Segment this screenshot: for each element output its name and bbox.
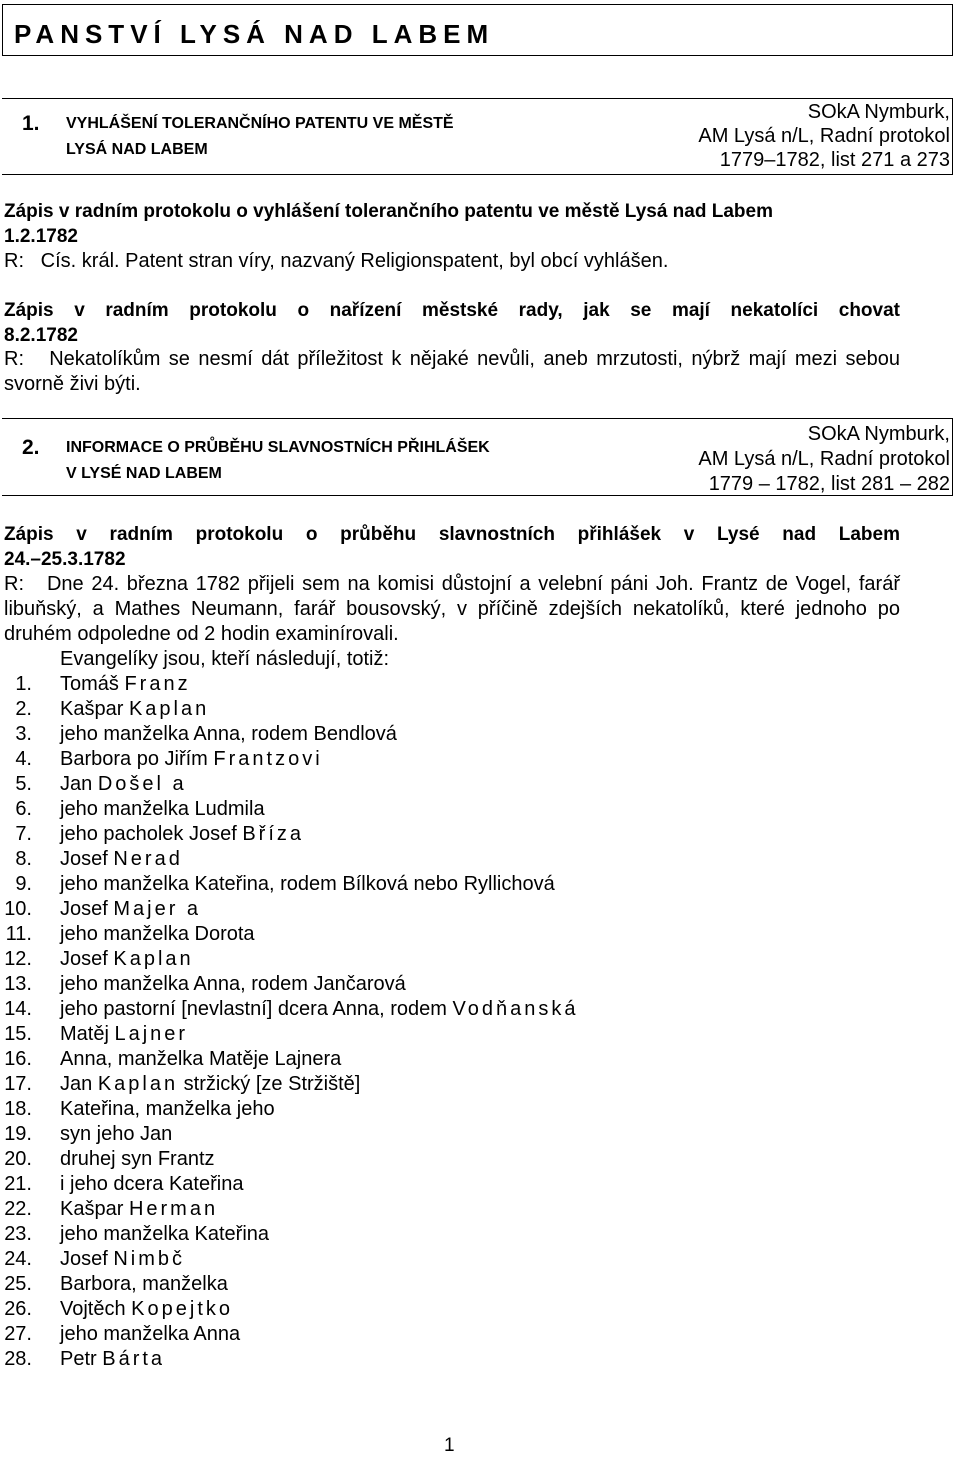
list-item-text [60,822,304,847]
list-item-number: 19. [4,1123,32,1145]
list-item-text [60,972,406,997]
list-item-name-prefix: Tomáš [60,673,125,695]
list-item-surname: Nerad [113,848,183,870]
list-item-text [60,1297,233,1322]
section-1-source-line3: 1779–1782, list 271 a 273 [719,149,950,171]
list-item-surname: Bárta [102,1348,166,1370]
list-item-name-prefix: jeho pacholek Josef [60,823,243,845]
list-item-number: 28. [4,1348,32,1370]
record-2-text: R: Nekatolíkům se nesmí dát příležitost k nějaké nevůli, aneb mrzutosti, nýbrž mají mezi sebou svorně živi býti. [4,348,906,395]
list-item [0,1047,700,1072]
list-item-surname: Kaplan [97,1073,179,1095]
list-item-text [60,1322,240,1347]
list-item [0,1097,700,1122]
list-item [0,822,700,847]
section-1-title-line1: VYHLÁŠENÍ TOLERANČNÍHO PATENTU VE MĚSTĚ [66,115,454,132]
section-2-number: 2. [22,436,40,459]
list-item [0,1222,700,1247]
section-2-title-line2: V LYSÉ NAD LABEM [66,465,222,482]
list-item-number: 23. [4,1223,32,1245]
list-item-surname: Franz [124,673,191,695]
list-item-name-prefix: Petr [60,1348,103,1370]
list-item-name-prefix: Kašpar [60,698,129,720]
list-item-number: 27. [4,1323,32,1345]
list-item [0,1022,700,1047]
list-item-surname: Lajner [114,1023,189,1045]
list-item-surname: Bříza [242,823,305,845]
list-item [0,847,700,872]
record-2-date: 8.2.1782 [4,325,78,346]
list-item-number: 6. [15,798,32,820]
list-item-name-prefix: Kateřina, manželka jeho [60,1098,275,1120]
list-item [0,897,700,922]
title-box [2,4,953,56]
list-item-number: 5. [15,773,32,795]
list-item-surname: Nimbč [113,1248,186,1270]
list-item [0,1347,700,1372]
list-item-text [60,847,183,872]
list-item-name-prefix: jeho manželka Kateřina, rodem Bílková nebo Ryllichová [60,873,555,895]
list-item-number: 17. [4,1073,32,1095]
section-1-source-line1: SOkA Nymburk, [807,101,950,123]
list-item-number: 7. [15,823,32,845]
list-item-name-prefix: druhej syn Frantz [60,1148,215,1170]
list-item-name-prefix: Jan [60,1073,98,1095]
list-item-text [60,772,187,797]
list-item-number: 11. [5,923,32,945]
list-item-number: 10. [4,898,32,920]
list-item-number: 12. [4,948,32,970]
list-item-text [60,1222,269,1247]
record-1-date: 1.2.1782 [4,226,78,247]
list-item-name-prefix: jeho manželka Kateřina [60,1223,270,1245]
list-item [0,697,700,722]
list-item [0,972,700,997]
list-item [0,672,700,697]
page-number: 1 [444,1435,455,1456]
list-item-number: 15. [4,1023,32,1045]
list-item [0,722,700,747]
list-item [0,872,700,897]
list-item-number: 18. [4,1098,32,1120]
list-item-name-prefix: Josef [60,948,114,970]
list-item-number: 16. [4,1048,32,1070]
list-item [0,922,700,947]
list-item-surname: Kaplan [128,698,210,720]
record-3-heading: Zápis v radním protokolu o průběhu slavnostních přihlášek v Lysé nad Labem [4,524,900,545]
list-item-name-prefix: Kašpar [60,1198,129,1220]
list-item-text [60,947,194,972]
section-1-source-line2: AM Lysá n/L, Radní protokol [698,125,950,147]
record-3-date: 24.–25.3.1782 [4,549,126,570]
list-item [0,1172,700,1197]
list-item-number: 25. [4,1273,32,1295]
list-item-number: 21. [4,1173,32,1195]
list-item-text [60,672,191,697]
list-item-surname: Došel a [97,773,187,795]
page-title: PANSTVÍ LYSÁ NAD LABEM [14,19,495,49]
list-item-text [60,797,265,822]
record-3-text: R: Dne 24. března 1782 přijeli sem na komisi důstojní a velební páni Joh. Frantz de Vogel, farář libuňský, a Mathes Neumann, farář bousovský, v příčině zdejších nekatolíků, které jednoho po druhém odpoledne od 2 hodin examinírovali. [4,573,906,645]
list-item-text [60,897,201,922]
record-2-heading: Zápis v radním protokolu o nařízení městské rady, jak se mají nekatolíci chovat [4,300,900,321]
list-item-text [60,1072,360,1097]
list-item-text [60,1022,188,1047]
list-item-surname: Herman [128,1198,219,1220]
list-item-name-prefix: jeho pastorní [nevlastní] dcera Anna, rodem [60,998,453,1020]
record-1-text: R: Cís. král. Patent stran víry, nazvaný Religionspatent, byl obcí vyhlášen. [4,250,669,272]
list-item-name-prefix: jeho manželka Anna [60,1323,241,1345]
list-item-name-prefix: jeho manželka Ludmila [60,798,265,820]
record-3-intro: Evangelíky jsou, kteří následují, totiž: [60,648,390,670]
list-item-number: 3. [15,723,32,745]
list-item-surname: Vodňanská [452,998,579,1020]
list-item-text [60,1147,215,1172]
list-item-name-prefix: Josef [60,898,114,920]
list-item [0,1122,700,1147]
list-item [0,1247,700,1272]
list-item-text [60,922,255,947]
list-item [0,997,700,1022]
list-item-text [60,1122,172,1147]
list-item-text [60,1272,228,1297]
list-item-number: 2. [15,698,32,720]
people-list [0,672,700,1372]
list-item-surname: Kopejtko [131,1298,234,1320]
list-item-name-prefix: Barbora, manželka [60,1273,228,1295]
list-item-number: 24. [4,1248,32,1270]
section-2-title-line1: INFORMACE O PRŮBĚHU SLAVNOSTNÍCH PŘIHLÁŠEK [66,439,490,456]
list-item-text [60,1047,341,1072]
list-item [0,772,700,797]
list-item-number: 14. [4,998,32,1020]
list-item [0,797,700,822]
list-item-name-prefix: Matěj [60,1023,115,1045]
list-item-text [60,997,578,1022]
list-item-name-prefix: jeho manželka Dorota [60,923,255,945]
list-item-name-prefix: Barbora po Jiřím [60,748,214,770]
list-item [0,947,700,972]
section-2-source-line3: 1779 – 1782, list 281 – 282 [708,473,950,495]
list-item-text [60,1197,218,1222]
list-item [0,747,700,772]
list-item-name-prefix: jeho manželka Anna, rodem Jančarová [60,973,406,995]
list-item-number: 4. [15,748,32,770]
list-item [0,1147,700,1172]
list-item-number: 26. [4,1298,32,1320]
list-item-name-prefix: i jeho dcera Kateřina [60,1173,244,1195]
list-item-name-prefix: Josef [60,848,114,870]
list-item [0,1322,700,1347]
list-item-text [60,1247,185,1272]
list-item-text [60,747,323,772]
list-item-text [60,722,397,747]
record-1-heading: Zápis v radním protokolu o vyhlášení tolerančního patentu ve městě Lysá nad Labem [4,201,773,222]
list-item-name-prefix: Josef [60,1248,114,1270]
list-item-number: 9. [15,873,32,895]
list-item-text [60,1347,165,1372]
list-item-text [60,1172,243,1197]
list-item [0,1297,700,1322]
list-item-name-prefix: Jan [60,773,98,795]
section-1-title-line2: LYSÁ NAD LABEM [66,141,208,158]
list-item [0,1072,700,1097]
list-item-name-suffix: stržický [ze Stržiště] [178,1073,361,1095]
list-item-surname: Frantzovi [213,748,323,770]
list-item-name-prefix: syn jeho Jan [60,1123,173,1145]
list-item-surname: Majer a [113,898,202,920]
list-item-number: 1. [15,673,32,695]
section-1-number: 1. [22,112,40,135]
list-item-surname: Kaplan [113,948,194,970]
list-item-name-prefix: jeho manželka Anna, rodem Bendlová [60,723,397,745]
section-2-source-line1: SOkA Nymburk, [807,423,950,445]
list-item-number: 13. [4,973,32,995]
list-item-name-prefix: Anna, manželka Matěje Lajnera [60,1048,342,1070]
list-item [0,1272,700,1297]
list-item-text [60,697,209,722]
list-item-number: 22. [4,1198,32,1220]
list-item-number: 8. [15,848,32,870]
list-item-text [60,1097,275,1122]
list-item [0,1197,700,1222]
list-item-name-prefix: Vojtěch [60,1298,132,1320]
list-item-text [60,872,555,897]
section-2-source-line2: AM Lysá n/L, Radní protokol [698,448,950,470]
list-item-number: 20. [4,1148,32,1170]
